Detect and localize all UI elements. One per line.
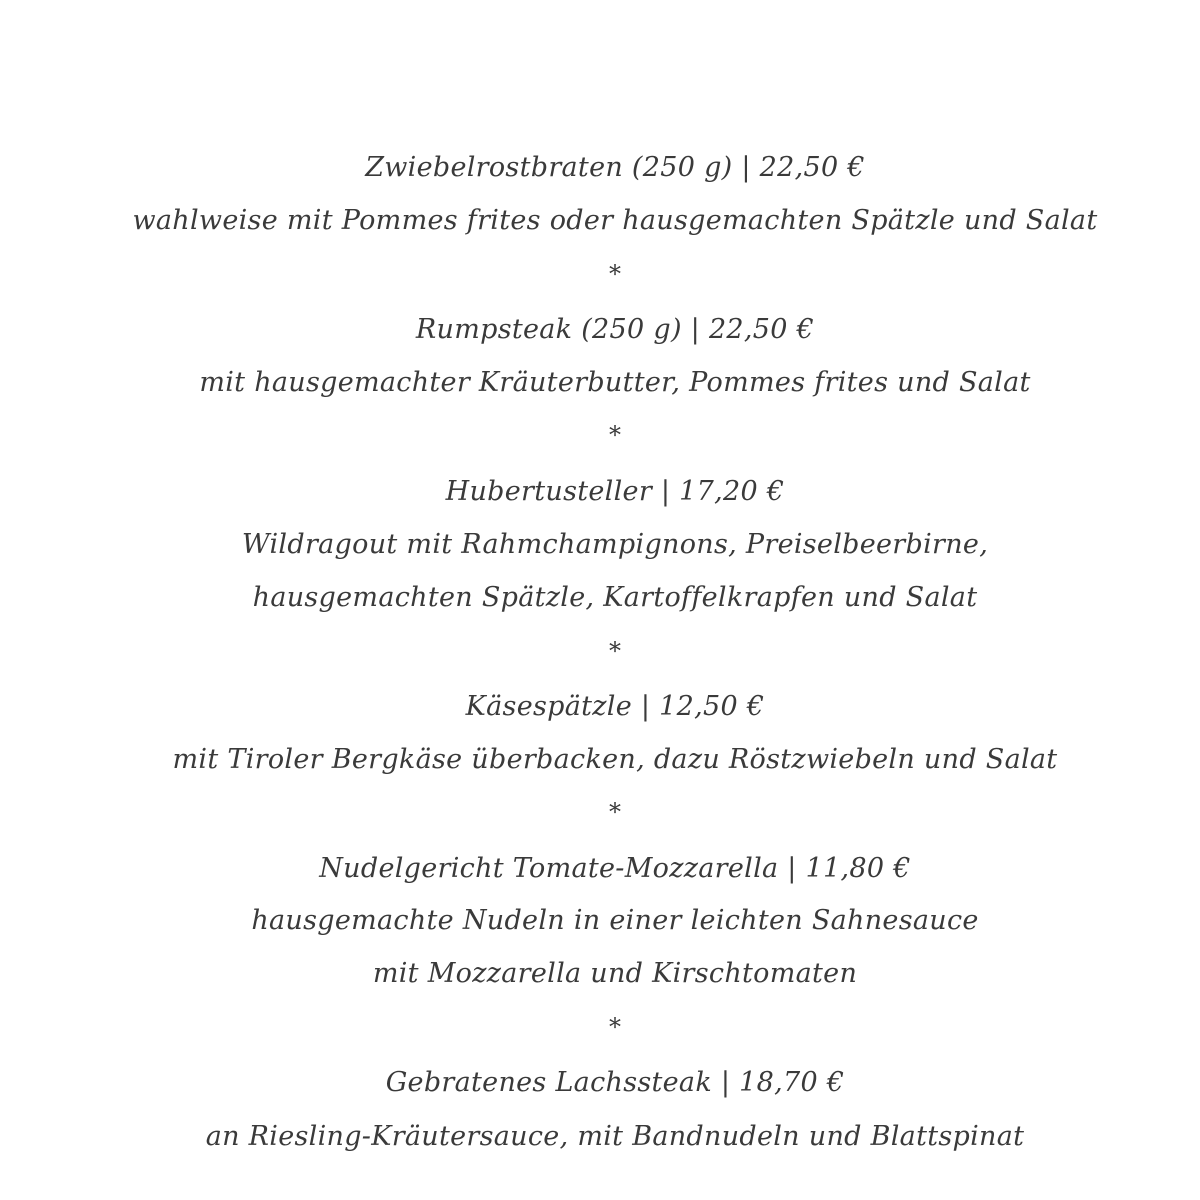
separator-asterisk: *: [609, 421, 621, 449]
dish-description-hubertusteller-line1: Wildragout mit Rahmchampignons, Preiselbeerbirne,: [241, 529, 989, 560]
dish-description-zwiebelrostbraten: wahlweise mit Pommes frites oder hausgemachten Spätzle und Salat: [132, 205, 1098, 236]
separator-asterisk: *: [609, 1013, 621, 1041]
dish-title-rumpsteak: Rumpsteak (250 g) | 22,50 €: [415, 314, 815, 345]
dish-title-lachssteak: Gebratenes Lachssteak | 18,70 €: [385, 1067, 845, 1098]
dish-title-kaesespaetzle: Käsespätzle | 12,50 €: [465, 691, 765, 722]
dish-description-lachssteak: an Riesling-Kräutersauce, mit Bandnudeln und Blattspinat: [205, 1121, 1025, 1152]
dish-title-zwiebelrostbraten: Zwiebelrostbraten (250 g) | 22,50 €: [365, 152, 865, 183]
dish-description-hubertusteller-line2: hausgemachten Spätzle, Kartoffelkrapfen und Salat: [252, 582, 978, 613]
dish-description-rumpsteak: mit hausgemachter Kräuterbutter, Pommes frites und Salat: [199, 367, 1031, 398]
dish-description-nudelgericht-line2: mit Mozzarella und Kirschtomaten: [372, 958, 858, 989]
separator-asterisk: *: [609, 260, 621, 288]
separator-asterisk: *: [609, 798, 621, 826]
dish-description-kaesespaetzle: mit Tiroler Bergkäse überbacken, dazu Röstzwiebeln und Salat: [172, 744, 1058, 775]
dish-title-hubertusteller: Hubertusteller | 17,20 €: [445, 476, 785, 507]
dish-description-nudelgericht-line1: hausgemachte Nudeln in einer leichten Sahnesauce: [251, 905, 979, 936]
dish-title-nudelgericht: Nudelgericht Tomate-Mozzarella | 11,80 €: [319, 853, 911, 884]
separator-asterisk: *: [609, 637, 621, 665]
